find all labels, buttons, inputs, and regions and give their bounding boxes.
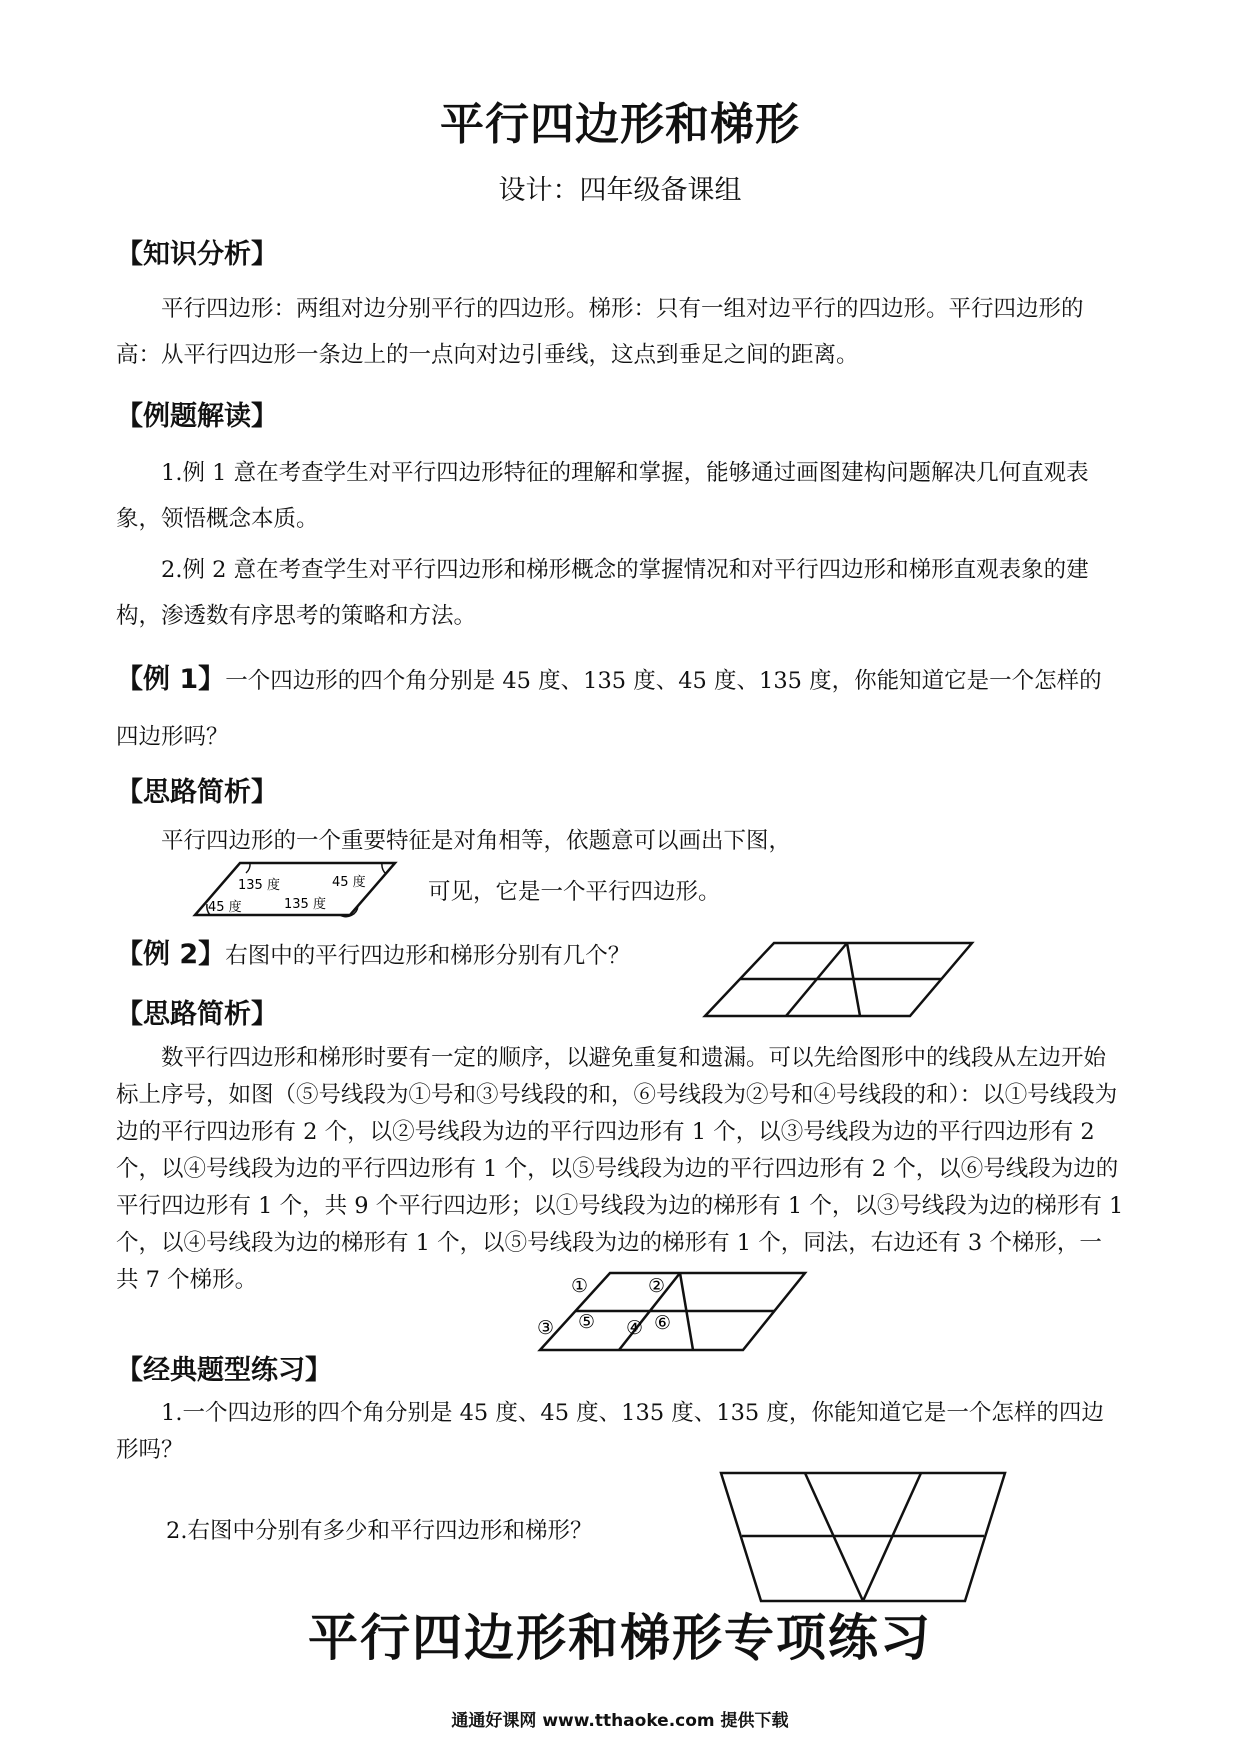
angle-label-bottom-left: 45 度 — [208, 900, 242, 915]
segment-label-3: ③ — [537, 1317, 555, 1339]
angle-label-top-left: 135 度 — [238, 878, 280, 893]
analysis2-text: 数平行四边形和梯形时要有一定的顺序，以避免重复和遗漏。可以先给图形中的线段从左边开始标上序号，如图（⑤号线段为①号和③号线段的和，⑥号线段为②号和④号线段的和）：以①号线段为边的平行四边形有 2 个，以②号线段为边的平行四边形有 1 个，以③号线段为边的平行四边形有 2 个，以④号线段为边的平行四边形有 1 个，以⑤号线段为边的平行四边形有 2 个，以⑥号线段为边的平行四边形有 1 个，共 9 个平行四边形；以①号线段为边的梯形有 1 个，以③号线段为边的梯形有 1 个，以④号线段为边的梯形有 1 个，以⑤号线段为边的梯形有 1 个，同法，右边还有 3 个梯形，一共 7 个梯形。 — [116, 1045, 1124, 1293]
parallelogram-angle-figure — [190, 860, 410, 920]
angle-label-top-right: 45 度 — [332, 875, 366, 890]
knowledge-text: 平行四边形：两组对边分别平行的四边形。梯形：只有一组对边平行的四边形。平行四边形的高：从平行四边形一条边上的一点向对边引垂线，这点到垂足之间的距离。 — [116, 296, 1084, 368]
example1-paragraph — [116, 652, 1124, 765]
analysis1-conclusion: 可见，它是一个平行四边形。 — [428, 879, 721, 905]
angle-arc-top-left — [246, 863, 250, 873]
example-reading-1-paragraph — [116, 450, 1124, 542]
example2-line — [116, 932, 630, 971]
analysis1-text: 平行四边形的一个重要特征是对角相等，依题意可以画出下图， — [161, 828, 792, 854]
knowledge-heading: 【知识分析】 — [116, 239, 278, 270]
practice2-trapezoid-figure — [718, 1470, 1008, 1608]
knowledge-paragraph — [116, 286, 1124, 378]
example2-figure — [700, 940, 980, 1020]
segment-label-2: ② — [648, 1275, 666, 1297]
example2-text: 右图中的平行四边形和梯形分别有几个？ — [225, 943, 631, 969]
analysis1-heading: 【思路简析】 — [116, 777, 278, 808]
example-reading-heading: 【例题解读】 — [116, 401, 278, 432]
example-reading-2-text: 2.例 2 意在考查学生对平行四边形和梯形概念的掌握情况和对平行四边形和梯形直观表象的建构，渗透数有序思考的策略和方法。 — [116, 557, 1089, 629]
practice-1-text: 1.一个四边形的四个角分别是 45 度、45 度、135 度、135 度，你能知道它是一个怎样的四边形吗？ — [116, 1400, 1104, 1463]
page-subtitle: 设计：四年级备课组 — [498, 175, 742, 206]
analysis2-paragraph — [116, 1040, 1124, 1299]
example-reading-1-text: 1.例 1 意在考查学生对平行四边形特征的理解和掌握，能够通过画图建构问题解决几何直观表象，领悟概念本质。 — [116, 460, 1089, 532]
practice-heading: 【经典题型练习】 — [116, 1355, 332, 1386]
segment-label-5: ⑤ — [578, 1311, 596, 1333]
example2-label: 【例 2】 — [116, 939, 226, 970]
page-title: 平行四边形和梯形 — [440, 99, 800, 150]
example1-label: 【例 1】 — [116, 664, 226, 695]
analysis2-heading: 【思路简析】 — [116, 999, 278, 1030]
segment-label-6: ⑥ — [654, 1312, 672, 1334]
angle-arc-top-right — [382, 863, 386, 874]
footer-credit: 通通好课网 www.tthaoke.com 提供下载 — [451, 1711, 789, 1731]
example-reading-2-paragraph — [116, 547, 1124, 639]
example1-text: 一个四边形的四个角分别是 45 度、135 度、45 度、135 度，你能知道它是一个怎样的四边形吗？ — [116, 668, 1102, 750]
numbered-segment-figure — [535, 1270, 815, 1356]
practice-1-paragraph — [116, 1395, 1124, 1469]
practice-2-text: 2.右图中分别有多少和平行四边形和梯形？ — [166, 1518, 593, 1544]
analysis1-paragraph — [116, 818, 1124, 864]
angle-label-bottom-right: 135 度 — [284, 897, 326, 912]
segment-label-1: ① — [571, 1275, 589, 1297]
segment-label-4: ④ — [626, 1317, 644, 1339]
special-practice-title: 平行四边形和梯形专项练习 — [308, 1609, 932, 1667]
